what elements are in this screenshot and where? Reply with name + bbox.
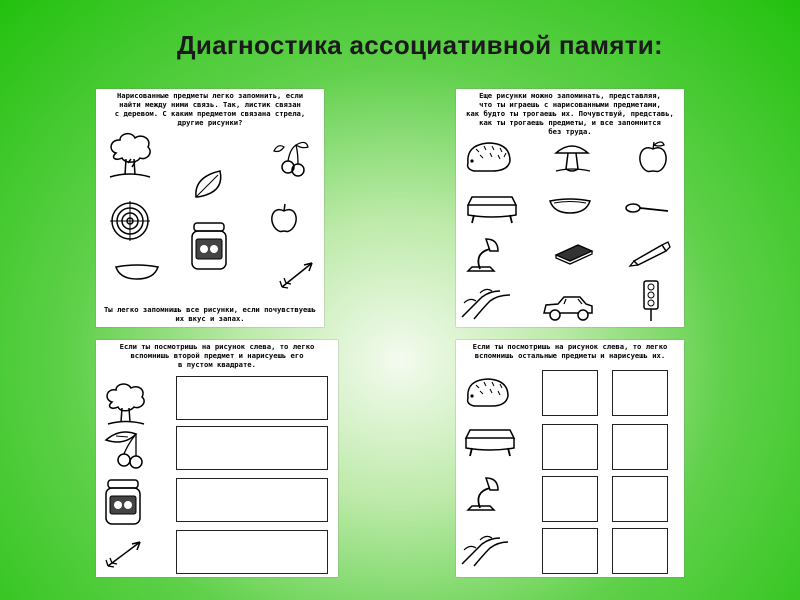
worksheet-panel-3: [96, 340, 338, 577]
apple-icon: [268, 201, 300, 235]
worksheet-panel-2: [456, 89, 684, 327]
answer-box[interactable]: [612, 476, 668, 522]
book-icon: [552, 241, 596, 265]
answer-box[interactable]: [542, 370, 598, 416]
hedgehog-icon: [462, 139, 514, 175]
answer-box[interactable]: [176, 376, 328, 420]
cherry-icon: [102, 428, 150, 470]
target-icon: [110, 201, 150, 241]
answer-box[interactable]: [612, 424, 668, 470]
cherry-icon: [272, 139, 312, 179]
worksheet-panel-1: [96, 89, 324, 327]
jam-jar-icon: [188, 221, 230, 273]
panel-1-footer-text: Ты легко запомнишь все рисунки, если почувствуешь их вкус и запах.: [103, 305, 317, 323]
table-icon: [460, 426, 516, 458]
answer-box[interactable]: [176, 530, 328, 574]
mushroom-icon: [552, 139, 592, 175]
panel-2-instructions: Еще рисунки можно запоминать, представляя, что ты играешь с нарисованными предметами, как будто ты трогаешь их. Почувствуй, представь, как ты трогаешь предметы, и все запомнится без труда.: [466, 91, 674, 136]
hedgehog-icon: [462, 376, 512, 410]
pencil-icon: [628, 239, 672, 267]
page-title: Диагностика ассоциативной памяти:: [177, 30, 663, 60]
plate-icon: [548, 197, 592, 217]
leaf-icon: [192, 167, 230, 201]
road-icon: [460, 285, 512, 321]
answer-box[interactable]: [542, 528, 598, 574]
arrow-icon: [104, 536, 148, 570]
lamp-icon: [464, 474, 504, 514]
bowl-icon: [114, 261, 160, 281]
panel-1-instructions: Нарисованные предметы легко запомнить, если найти между ними связь. Так, листик связан с деревом. С каким предметом связана стрела, другие рисунки?: [114, 91, 306, 127]
road-icon: [460, 532, 510, 568]
panel-3-instructions: Если ты посмотришь на рисунок слева, то легко вспомнишь второй предмет и нарисуешь его в пустом квадрате.: [119, 342, 315, 369]
car-icon: [540, 293, 596, 323]
spoon-icon: [624, 201, 670, 217]
table-icon: [462, 193, 518, 225]
worksheet-panel-4: [456, 340, 684, 577]
answer-box[interactable]: [542, 424, 598, 470]
answer-box[interactable]: [612, 528, 668, 574]
tree-icon: [106, 131, 154, 183]
answer-box[interactable]: [176, 478, 328, 522]
answer-box[interactable]: [612, 370, 668, 416]
lamp-icon: [464, 235, 504, 275]
answer-box[interactable]: [176, 426, 328, 470]
jam-jar-icon: [102, 478, 146, 528]
arrow-icon: [278, 257, 318, 291]
answer-box[interactable]: [542, 476, 598, 522]
panel-4-instructions: Если ты посмотришь на рисунок слева, то легко вспомнишь остальные предметы и нарисуешь их.: [472, 342, 668, 360]
tree-icon: [104, 382, 148, 426]
traffic-light-icon: [640, 279, 662, 323]
apple-icon: [636, 139, 670, 175]
